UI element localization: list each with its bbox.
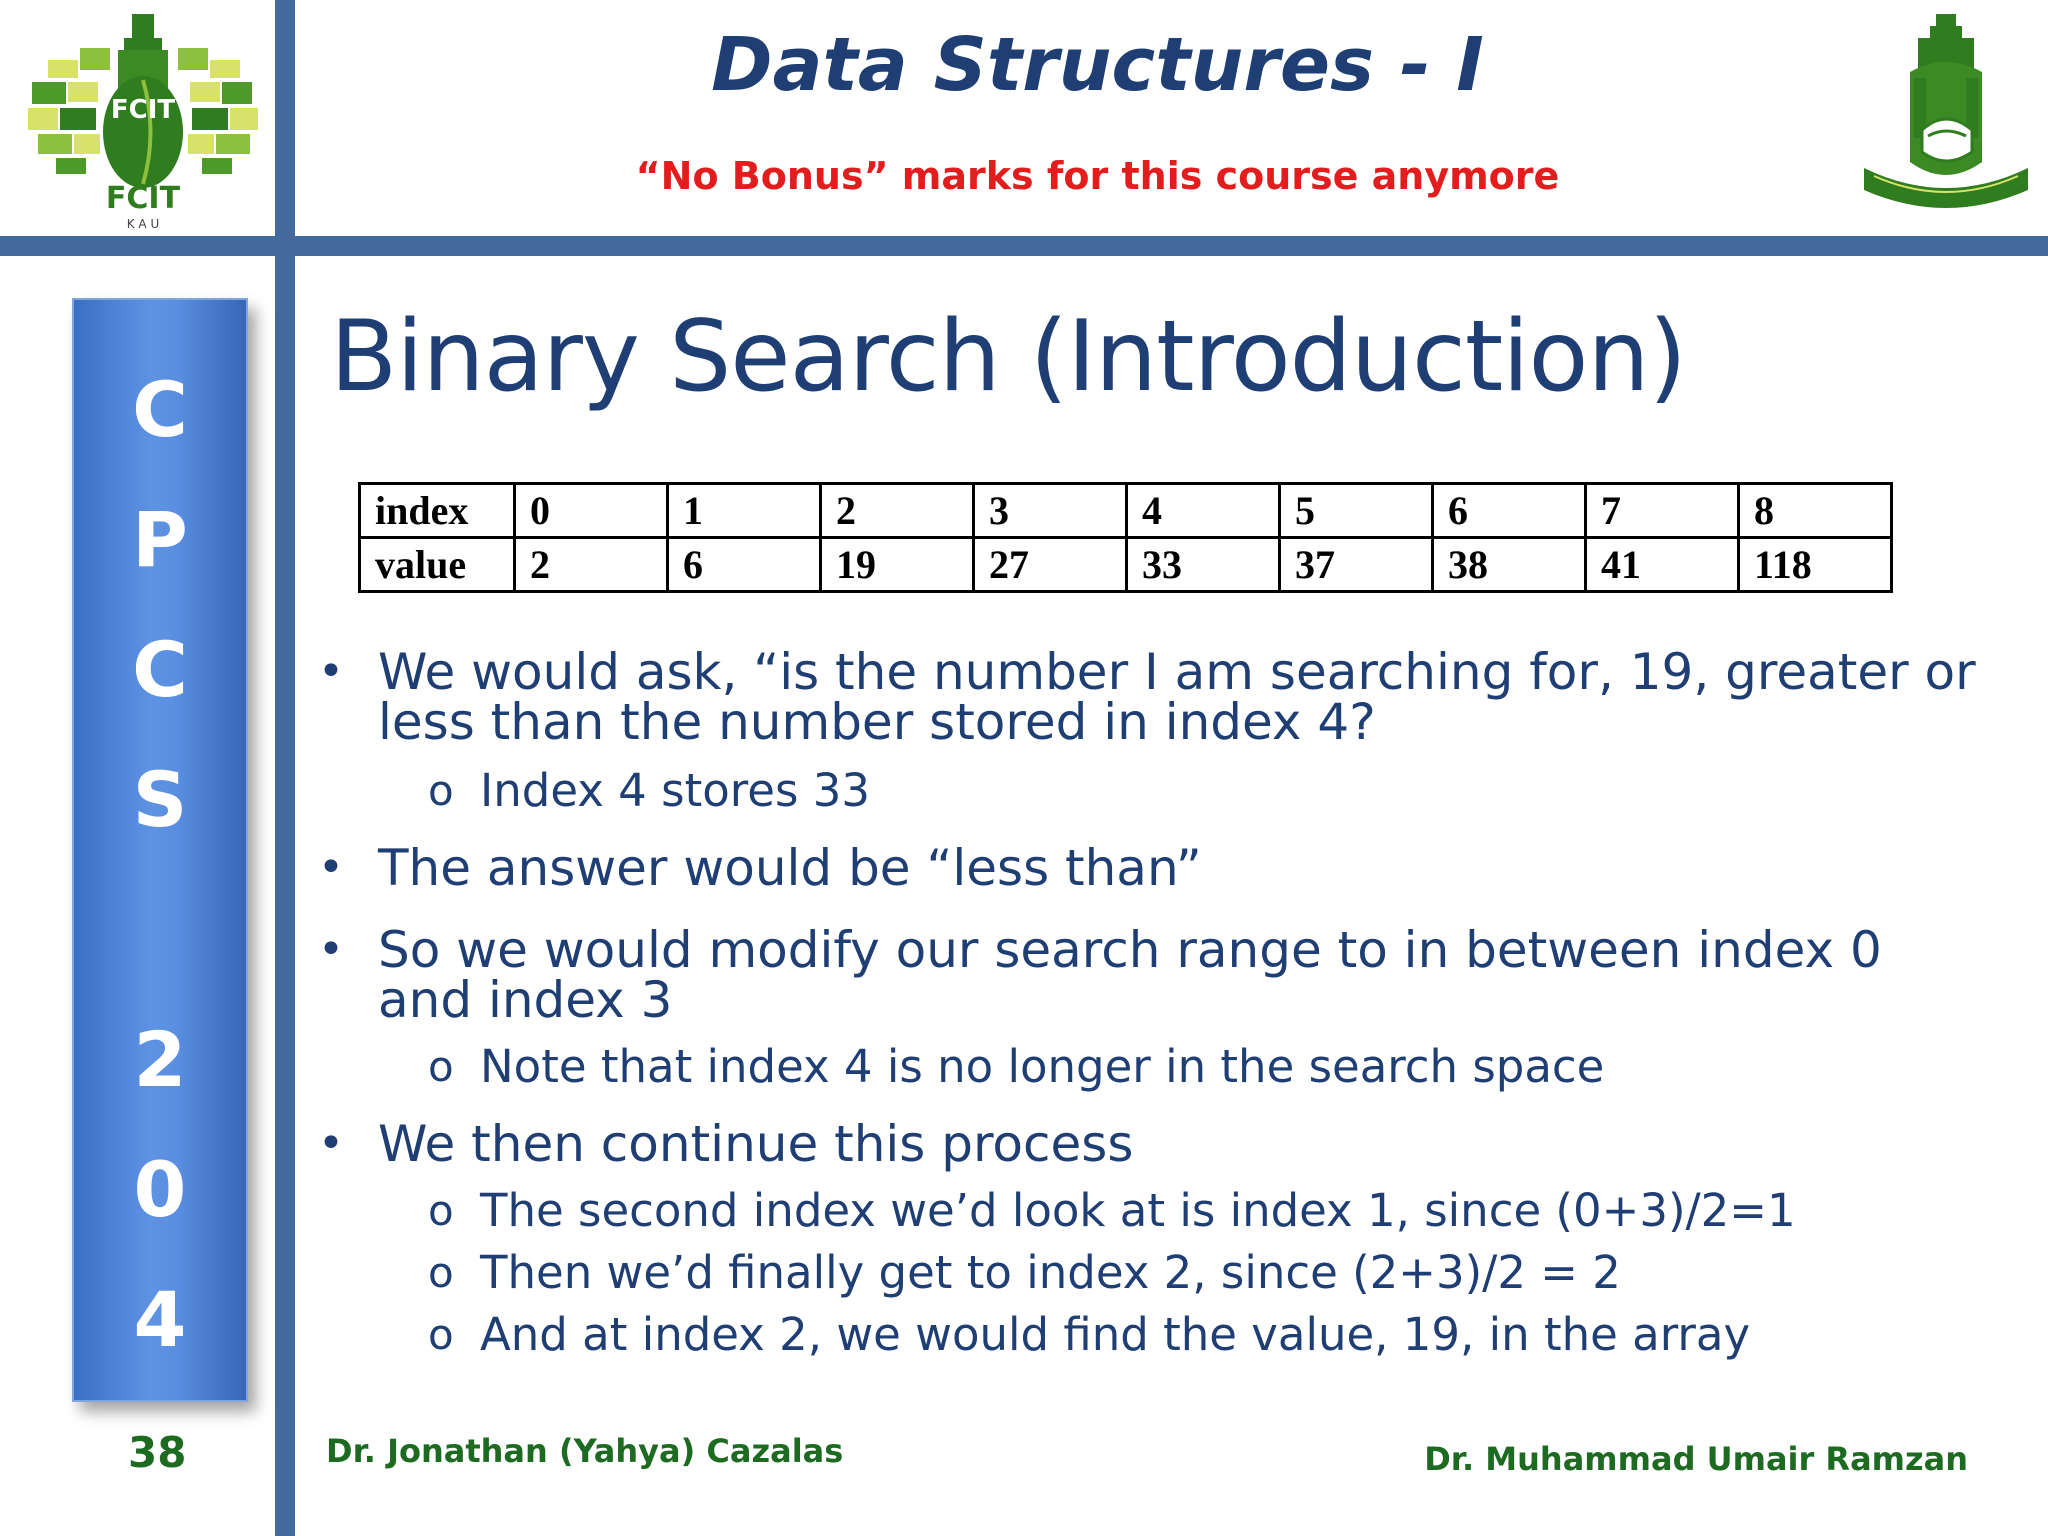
row-header-index: index <box>360 484 515 538</box>
circle-bullet-icon: o <box>428 1310 454 1359</box>
table-cell: 7 <box>1586 484 1739 538</box>
horizontal-frame-bar <box>0 236 2048 256</box>
circle-bullet-icon: o <box>428 1042 454 1091</box>
course-code-letter: P <box>132 495 188 584</box>
table-cell: 3 <box>974 484 1127 538</box>
table-cell: 37 <box>1280 538 1433 592</box>
slide-number: 38 <box>128 1428 187 1477</box>
footer-author-right: Dr. Muhammad Umair Ramzan <box>1424 1440 1968 1478</box>
svg-text:K A U: K A U <box>126 217 160 231</box>
footer-author-left: Dr. Jonathan (Yahya) Cazalas <box>326 1432 844 1470</box>
bullet-dot-icon: • <box>318 646 344 697</box>
table-cell: 38 <box>1433 538 1586 592</box>
table-cell: 27 <box>974 538 1127 592</box>
table-cell: 19 <box>821 538 974 592</box>
value-row <box>360 538 1892 592</box>
table-cell: 1 <box>668 484 821 538</box>
table-cell: 2 <box>515 538 668 592</box>
table-cell: 2 <box>821 484 974 538</box>
table-cell: 6 <box>1433 484 1586 538</box>
course-code-letter: C <box>132 365 188 454</box>
circle-bullet-icon: o <box>428 766 454 815</box>
course-code-digit: 4 <box>133 1275 187 1364</box>
table-cell: 0 <box>515 484 668 538</box>
bullet-dot-icon: • <box>318 1118 344 1169</box>
bullet-dot-icon: • <box>318 842 344 893</box>
course-title: Data Structures - I <box>711 22 1484 108</box>
array-table <box>358 482 1893 593</box>
table-cell: 4 <box>1127 484 1280 538</box>
table-cell: 5 <box>1280 484 1433 538</box>
svg-text:FCIT: FCIT <box>110 95 176 125</box>
index-row <box>360 484 1892 538</box>
row-header-value: value <box>360 538 515 592</box>
table-cell: 41 <box>1586 538 1739 592</box>
circle-bullet-icon: o <box>428 1248 454 1297</box>
course-code-letter: S <box>132 755 188 844</box>
course-code-letter: C <box>132 625 188 714</box>
bullet-dot-icon: • <box>318 924 344 975</box>
vertical-frame-bar <box>275 0 295 1536</box>
course-code-digit: 0 <box>133 1145 187 1234</box>
fcit-logo <box>28 8 258 232</box>
table-cell: 33 <box>1127 538 1280 592</box>
table-cell: 6 <box>668 538 821 592</box>
svg-text:FCIT: FCIT <box>105 181 181 216</box>
circle-bullet-icon: o <box>428 1186 454 1235</box>
course-notice: “No Bonus” marks for this course anymore <box>635 154 1560 198</box>
course-code-digit: 2 <box>133 1015 187 1104</box>
slide-title: Binary Search (Introduction) <box>330 300 1686 414</box>
course-code-sidebar <box>72 298 248 1402</box>
table-cell: 118 <box>1739 538 1892 592</box>
table-cell: 8 <box>1739 484 1892 538</box>
